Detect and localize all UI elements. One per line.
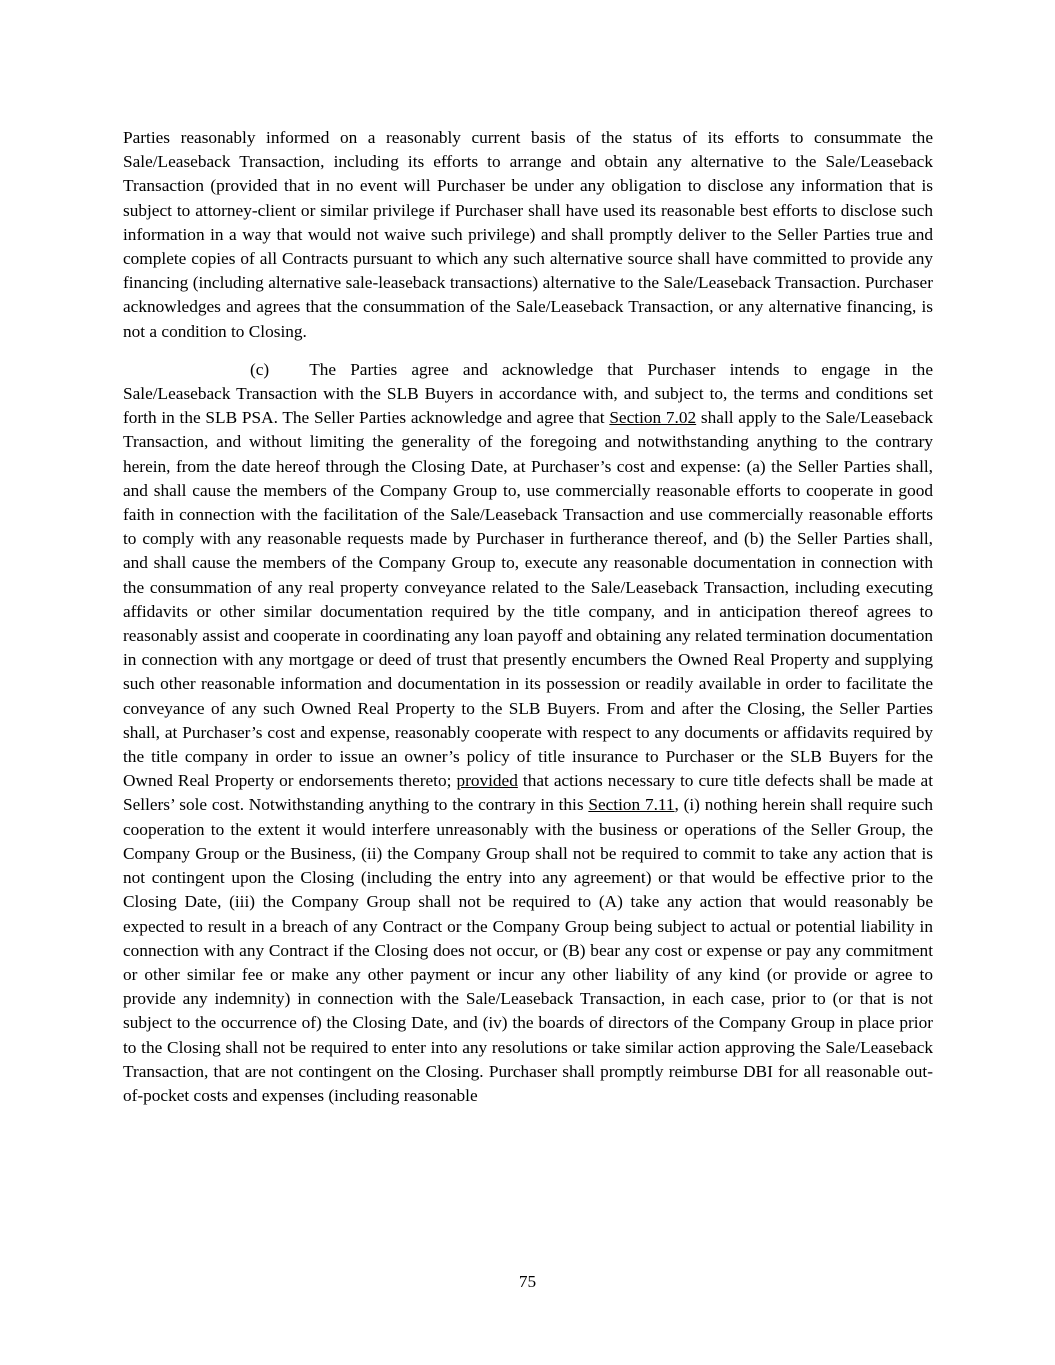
- underlined-reference-text: Section 7.11: [588, 795, 675, 815]
- document-body: [123, 126, 933, 1122]
- text-run: , (i) nothing herein shall require such cooperation to the extent it would interfere unreasonably with the business or operations of the Seller Group, the Company Group or the Business, (ii) the Company Group shall not be required to commit to take any action that is not contingent upon the Closing (including the entry into any agreement) or that would be effective prior to the Closing Date, (iii) the Company Group shall not be required to (A) take any action that would reasonably be expected to result in a breach of any Contract or the Company Group being subject to actual or potential liability in connection with any Contract if the Closing does not occur, or (B) bear any cost or expense or pay any commitment or other similar fee or make any other payment or incur any other liability of any kind (or provide or agree to provide any indemnity) in connection with the Sale/Leaseback Transaction, in each case, prior to (or that is not subject to the occurrence of) the Closing Date, and (iv) the boards of directors of the Company Group in place prior to the Closing shall not be required to enter into any resolutions or take similar action approving the Sale/Leaseback Transaction, that are not contingent on the Closing. Purchaser shall promptly reimburse DBI for all reasonable out-of-pocket costs and expenses (including reasonable: [123, 795, 933, 1105]
- text-run: that actions necessary to cure title defects shall be made at Sellers’ sole cost. Notwithstanding anything to the contrary in this: [123, 771, 933, 815]
- underlined-reference-text: Section 7.02: [609, 408, 697, 428]
- paragraph: [123, 358, 933, 1108]
- paragraph-label: (c): [250, 359, 270, 379]
- text-run: Parties reasonably informed on a reasonably current basis of the status of its efforts to consummate the Sale/Leaseback Transaction, including its efforts to arrange and obtain any alternative to the Sale/Leaseback Transaction (provided that in no event will Purchaser be under any obligation to disclose any information that is subject to attorney-client or similar privilege if Purchaser shall have used its reasonable best efforts to disclose such information in a way that would not waive such privilege) and shall promptly deliver to the Seller Parties true and complete copies of all Contracts pursuant to which any such alternative source shall have committed to provide any financing (including alternative sale-leaseback transactions) alternative to the Sale/Leaseback Transaction. Purchaser acknowledges and agrees that the consummation of the Sale/Leaseback Transaction, or any alternative financing, is not a condition to Closing.: [123, 128, 933, 341]
- page-number: 75: [518, 1272, 537, 1291]
- text-run: The Parties agree and acknowledge that Purchaser intends to engage in the Sale/Leaseback Transaction with the SLB Buyers in accordance with, and subject to, the terms and conditions set forth in the SLB PSA. The Seller Parties acknowledge and agree that: [123, 359, 933, 428]
- paragraph: [123, 126, 933, 344]
- underlined-reference-text: provided: [456, 771, 518, 791]
- text-run: shall apply to the Sale/Leaseback Transaction, and without limiting the generality of the foregoing and notwithstanding anything to the contrary herein, from the date hereof through the Closing Date, at Purchaser’s cost and expense: (a) the Seller Parties shall, and shall cause the members of the Company Group to, use commercially reasonable efforts to cooperate in good faith in connection with the facilitation of the Sale/Leaseback Transaction and use commercially reasonable efforts to comply with any reasonable requests made by Purchaser in furtherance thereof, and (b) the Seller Parties shall, and shall cause the members of the Company Group to, execute any reasonable documentation in connection with the consummation of any real property conveyance related to the Sale/Leaseback Transaction, including executing affidavits or other similar documentation required by the title company, and in anticipation thereof agrees to reasonably assist and cooperate in coordinating any loan payoff and obtaining any related termination documentation in connection with any mortgage or deed of trust that presently encumbers the Owned Real Property and supplying such other reasonable information and documentation in its possession or readily available in order to facilitate the conveyance of any such Owned Real Property to the SLB Buyers. From and after the Closing, the Seller Parties shall, at Purchaser’s cost and expense, reasonably cooperate with respect to any documents or affidavits required by the title company in order to issue an owner’s policy of title insurance to Purchaser or the SLB Buyers for the Owned Real Property or endorsements thereto;: [123, 408, 934, 791]
